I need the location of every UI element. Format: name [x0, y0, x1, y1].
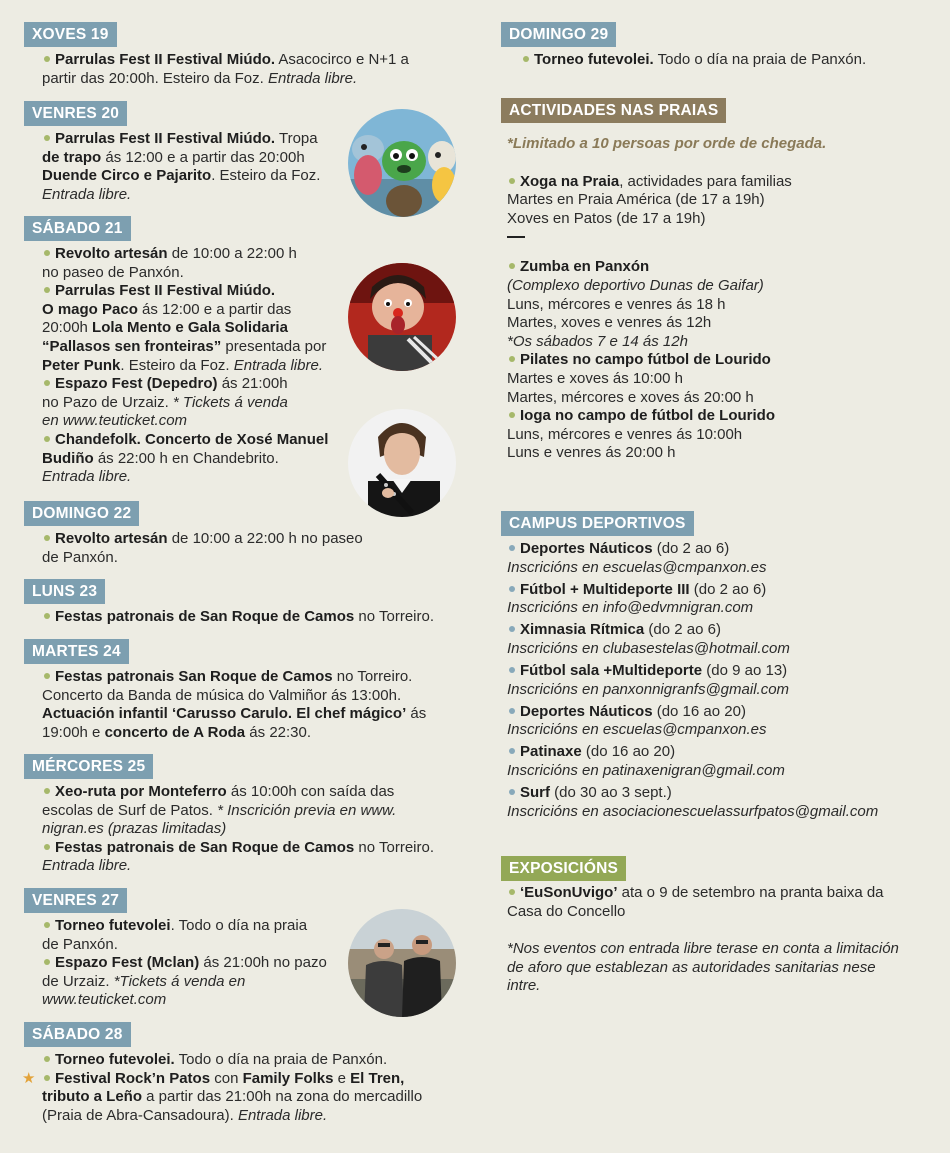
section-mercores-25	[0, 754, 470, 876]
event-item: Torneo futevolei. Todo o día na praia de Panxón.	[42, 917, 308, 953]
bullet-dot-icon	[509, 889, 515, 895]
event-item: Revolto artesán de 10:00 a 22:00 h no paseo de Panxón.	[42, 530, 363, 566]
bullet-dot-icon	[44, 250, 50, 256]
bullet-dot-icon	[509, 789, 515, 795]
event-item: Parrulas Fest II Festival Miúdo. Tropa de trapo ás 12:00 e a partir das 20:00h Duende Circo e Pajarito. Esteiro da Foz. Entrada libre.	[42, 130, 321, 203]
section-martes-24	[0, 639, 470, 742]
bullet-dot-icon	[44, 673, 50, 679]
campus-item: Surf (do 30 ao 3 sept.) Inscricións en asociacionescuelassurfpatos@gmail.com	[507, 784, 879, 820]
event-item: Espazo Fest (Mclan) ás 21:00h no pazo de Urzaiz. *Tickets á venda en www.teuticket.com	[42, 954, 327, 1009]
bullet-dot-icon	[44, 844, 50, 850]
event-item: Chandefolk. Concerto de Xosé Manuel Budiño ás 22:00 h en Chandebrito. Entrada libre.	[42, 430, 329, 486]
event-item: Parrulas Fest II Festival Miúdo. O mago Paco ás 12:00 e a partir das 20:00h Lola Mento e Gala Solidaria “Pallasos sen fronteiras” presentada por Peter Punk. Esteiro da Foz. Entrada libre.	[42, 282, 327, 374]
bullet-dot-icon	[523, 56, 529, 62]
bullet-dot-icon	[509, 586, 515, 592]
bullet-dot-icon	[509, 263, 515, 269]
bullet-dot-icon	[44, 380, 50, 386]
capacity-note: *Nos eventos con entrada libre terase en conta a limitación de aforo que establezan as autoridades sanitarias nese intre.	[507, 940, 899, 995]
activity-item: Ioga no campo de fútbol de Lourido Luns, mércores e venres ás 10:00h Luns e venres ás 20:00 h	[507, 407, 775, 462]
bullet-dot-icon	[509, 708, 515, 714]
bullet-dot-icon	[44, 135, 50, 141]
divider	[507, 236, 525, 238]
event-item: Parrulas Fest II Festival Miúdo. Asacocirco e N+1 a partir das 20:00h. Esteiro da Foz. Entrada libre.	[42, 51, 409, 87]
section-sabado-28	[0, 1022, 470, 1125]
day-heading: MARTES 24	[24, 639, 129, 664]
bullet-dot-icon	[509, 412, 515, 418]
bullet-dot-icon	[509, 667, 515, 673]
section-heading: ACTIVIDADES NAS PRAIAS	[501, 98, 726, 123]
bullet-dot-icon	[509, 748, 515, 754]
campus-item: Patinaxe (do 16 ao 20) Inscricións en patinaxenigran@gmail.com	[507, 743, 785, 780]
bullet-dot-icon	[44, 287, 50, 293]
activity-item: Pilates no campo fútbol de Lourido Martes e xoves ás 10:00 h Martes, mércores e xoves ás 20:00 h	[507, 351, 771, 406]
campus-item: Fútbol sala +Multideporte (do 9 ao 13) Inscricións en panxonnigranfs@gmail.com	[507, 662, 790, 698]
section-xoves-19	[0, 22, 470, 88]
section-actividades-praias	[496, 98, 950, 463]
bullet-dot-icon	[509, 356, 515, 362]
band-photo	[348, 909, 456, 1017]
event-item: Xeo-ruta por Monteferro ás 10:00h con saída das escolas de Surf de Patos. * Inscrición previa en www. nigran.es (prazas limitadas)	[42, 783, 397, 838]
bullet-dot-icon	[44, 1075, 50, 1081]
section-heading: CAMPUS DEPORTIVOS	[501, 511, 694, 536]
section-campus-deportivos	[496, 511, 950, 821]
campus-item: Deportes Náuticos (do 16 ao 20) Inscricións en escuelas@cmpanxon.es	[507, 702, 767, 739]
event-item: Festas patronais de San Roque de Camos no Torreiro. Entrada libre.	[42, 838, 435, 875]
puppets-photo	[348, 109, 456, 217]
section-domingo-29	[496, 22, 950, 70]
bullet-dot-icon	[44, 922, 50, 928]
event-item: Revolto artesán de 10:00 a 22:00 h no paseo de Panxón.	[42, 245, 297, 281]
bullet-dot-icon	[509, 626, 515, 632]
bullet-dot-icon	[44, 959, 50, 965]
bullet-dot-icon	[44, 535, 50, 541]
day-heading: MÉRCORES 25	[24, 754, 153, 779]
section-exposicions	[496, 856, 950, 996]
limit-note: *Limitado a 10 persoas por orde de chegada.	[507, 135, 827, 152]
day-heading: VENRES 20	[24, 101, 127, 126]
bullet-dot-icon	[509, 178, 515, 184]
section-luns-23	[0, 579, 470, 627]
star-icon: ★	[22, 1069, 36, 1087]
event-item: Torneo futevolei. Todo o día na praia de Panxón.	[521, 51, 950, 70]
day-heading: DOMINGO 29	[501, 22, 616, 47]
day-heading: DOMINGO 22	[24, 501, 139, 526]
event-item: Festas patronais San Roque de Camos no Torreiro. Concerto da Banda de música do Valmiñor ás 13:00h. Actuación infantil ‘Carusso Carulo. El chef mágico’ ás 19:00h e concerto de A Roda ás 22:30.	[42, 668, 427, 741]
clown-photo	[348, 263, 456, 371]
campus-item: Ximnasia Rítmica (do 2 ao 6) Inscricións en clubasestelas@hotmail.com	[507, 621, 790, 657]
day-heading: VENRES 27	[24, 888, 127, 913]
day-heading: SÁBADO 28	[24, 1022, 131, 1047]
section-heading: EXPOSICIÓNS	[501, 856, 626, 881]
bullet-dot-icon	[44, 613, 50, 619]
campus-item: Fútbol + Multideporte III (do 2 ao 6) Inscricións en info@edvmnigran.com	[507, 580, 767, 617]
bullet-dot-icon	[44, 436, 50, 442]
exhibition-item: ‘EuSonUvigo’ ata o 9 de setembro na pranta baixa da Casa do Concello	[507, 884, 884, 920]
day-heading: SÁBADO 21	[24, 216, 131, 241]
bullet-dot-icon	[44, 56, 50, 62]
event-item: Festas patronais de San Roque de Camos no Torreiro.	[42, 608, 470, 627]
event-item: Torneo futevolei. Todo o día na praia de Panxón.	[42, 1051, 470, 1070]
bullet-dot-icon	[44, 788, 50, 794]
campus-item: Deportes Náuticos (do 2 ao 6) Inscricións en escuelas@cmpanxon.es	[507, 540, 767, 576]
event-item: Espazo Fest (Depedro) ás 21:00h no Pazo de Urzaiz. * Tickets á venda en www.teuticket.com	[42, 375, 288, 430]
activity-item: Zumba en Panxón (Complexo deportivo Dunas de Gaifar) Luns, mércores e venres ás 18 h Martes, xoves e venres ás 12h *Os sábados 7 e 14 ás 12h	[507, 258, 764, 350]
event-item: ★ Festival Rock’n Patos con Family Folks e El Tren, tributo a Leño a partir das 21:00h na zona do mercadillo (Praia de Abra-Cansadoura). Entrada libre.	[22, 1069, 423, 1124]
day-heading: LUNS 23	[24, 579, 105, 604]
day-heading: XOVES 19	[24, 22, 117, 47]
bullet-dot-icon	[44, 1056, 50, 1062]
bullet-dot-icon	[509, 545, 515, 551]
musician-photo	[348, 409, 456, 517]
activity-item: Xoga na Praia, actividades para familias Martes en Praia América (de 17 a 19h) Xoves en Patos (de 17 a 19h)	[507, 172, 792, 227]
